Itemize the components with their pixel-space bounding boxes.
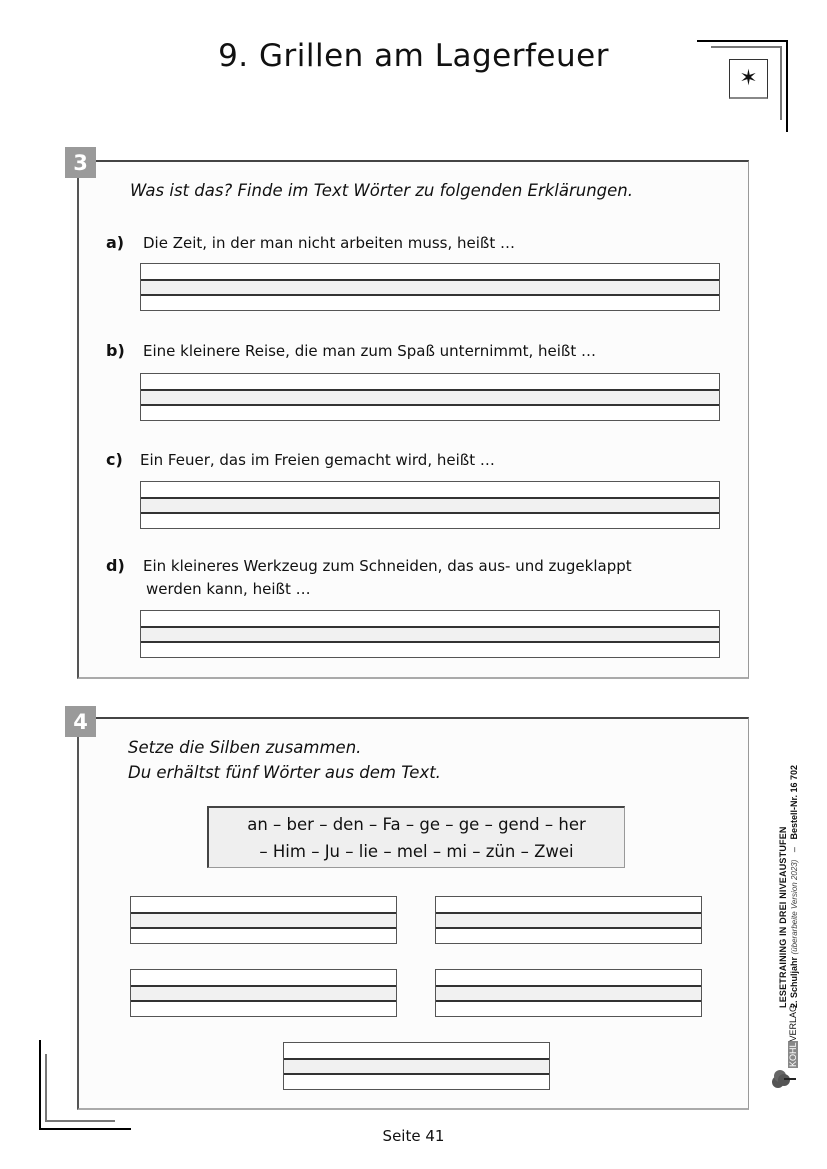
task-4-instruction-line2: Du erhältst fünf Wörter aus dem Text. (128, 763, 441, 782)
publisher-verlag: VERLAG (788, 1004, 798, 1042)
publisher-logo (788, 1005, 798, 1068)
answer-field-d[interactable] (140, 610, 720, 658)
tree-logo-icon (770, 1068, 796, 1090)
word-field-4[interactable] (435, 969, 702, 1017)
task-4-instruction-line1: Setze die Silben zusammen. (128, 738, 362, 757)
difficulty-level-box (729, 59, 768, 99)
answer-field-c[interactable] (140, 481, 720, 529)
word-field-2[interactable] (435, 896, 702, 944)
answer-field-b[interactable] (140, 373, 720, 421)
word-field-1[interactable] (130, 896, 397, 944)
page-title: 9. Grillen am Lagerfeuer (218, 38, 609, 74)
question-c-label: c) (106, 450, 123, 469)
task-3-instruction: Was ist das? Finde im Text Wörter zu folgenden Erklärungen. (130, 181, 634, 200)
answer-field-a[interactable] (140, 263, 720, 311)
question-d-label: d) (106, 556, 125, 575)
star-icon: ✶ (739, 65, 758, 91)
question-d-text-line1: Ein kleineres Werkzeug zum Schneiden, das aus- und zugeklappt (143, 557, 632, 575)
separator: – (789, 847, 799, 853)
question-b-text: Eine kleinere Reise, die man zum Spaß unternimmt, heißt … (143, 342, 597, 360)
syllable-box (207, 806, 625, 868)
task-4-number: 4 (65, 706, 96, 737)
syllables-line-1: an – ber – den – Fa – ge – ge – gend – her (247, 815, 586, 834)
series-title: LESETRAINING IN DREI NIVEAUSTUFEN (778, 826, 788, 1008)
grade-label: 2. Schuljahr (789, 956, 799, 1008)
series-details (789, 765, 799, 1008)
question-a-label: a) (106, 233, 125, 252)
task-3-number: 3 (65, 147, 96, 178)
publisher-kohl: KOHL (788, 1042, 798, 1067)
syllables-line-2: – Him – Ju – lie – mel – mi – zün – Zwei (259, 842, 574, 861)
corner-mark-bottom-left-inner (45, 1054, 115, 1122)
word-field-5[interactable] (283, 1042, 550, 1090)
version-label: (überarbeite Version 2023) (790, 859, 799, 955)
question-c-text: Ein Feuer, das im Freien gemacht wird, heißt … (140, 451, 495, 469)
page-number: Seite 41 (382, 1127, 445, 1145)
publisher-strip (762, 690, 802, 1090)
word-field-3[interactable] (130, 969, 397, 1017)
question-d-text-line2: werden kann, heißt … (146, 580, 311, 598)
order-number: Bestell-Nr. 16 702 (789, 764, 799, 840)
question-a-text: Die Zeit, in der man nicht arbeiten muss, heißt … (143, 234, 516, 252)
question-b-label: b) (106, 341, 125, 360)
